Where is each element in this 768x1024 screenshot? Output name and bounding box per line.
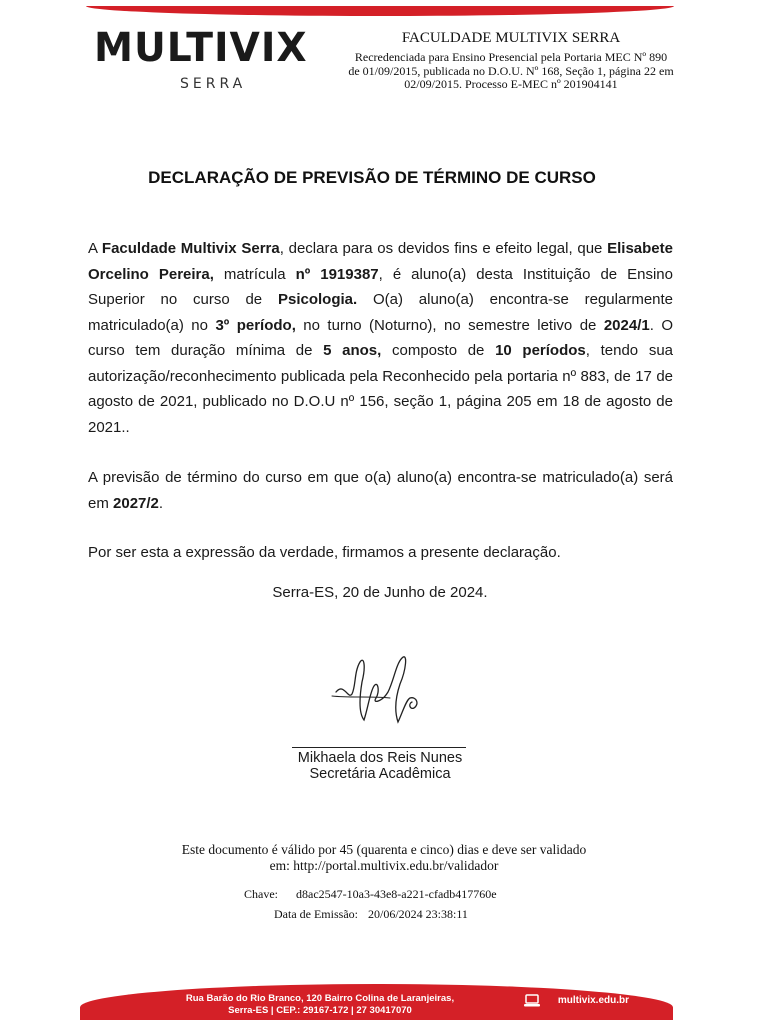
validity-notice: Este documento é válido por 45 (quarenta e cinco) dias e deve ser validado em: http://portal.multivix.edu.br/validador (181, 842, 587, 873)
text-span: A (88, 240, 102, 257)
course-duration: 5 anos, (323, 342, 382, 359)
text-span: , tendo sua autorização/reconhecimento publicada pela Reconhecido pela portaria nº 883, de 17 de agosto de 2021, publicado no D.O.U nº 156, seção 1, página 205 em 18 de agosto de 2021.. (88, 342, 673, 436)
footer-website: multivix.edu.br (557, 995, 629, 1006)
signer-block (250, 750, 510, 782)
registration-number: nº 1919387 (295, 265, 379, 283)
completion-paragraph (88, 465, 673, 516)
text-span: O(a) aluno(a) encontra-se regularmente matriculado(a) no (88, 291, 674, 334)
current-period: 3º período, (215, 316, 296, 334)
text-span: , é aluno(a) desta Instituição de Ensino Superior no curso de (88, 265, 673, 308)
key-value: d8ac2547-10a3-43e8-a221-cfadb417760e (296, 887, 497, 901)
text-span: matrícula (213, 265, 296, 283)
document-title: DECLARAÇÃO DE PREVISÃO DE TÉRMINO DE CURSO (148, 168, 596, 187)
signer-role: Secretária Acadêmica (309, 766, 451, 782)
logo-subtext: SERRA (180, 76, 247, 92)
student-name: Elisabete Orcelino Pereira, (88, 240, 673, 283)
issue-date-label: Data de Emissão: (274, 907, 358, 921)
footer-address (160, 993, 480, 1017)
laptop-icon (523, 994, 541, 1008)
semester: 2024/1 (603, 316, 650, 334)
address-line: Serra-ES | CEP.: 29167-172 | 27 30417070 (228, 1005, 412, 1016)
completion-semester: 2027/2 (113, 494, 159, 512)
multivix-logo (94, 25, 330, 104)
validation-key-row (244, 887, 497, 902)
institution-description: Recredenciada para Ensino Presencial pela Portaria MEC Nº 890 de 01/09/2015, publicada no D.O.U. Nº 168, Seção 1, página 22 em 02/09/2015. Processo E-MEC nº 201904141 (348, 50, 674, 91)
institution-name: FACULDADE MULTIVIX SERRA (401, 30, 621, 46)
signature-line (292, 747, 466, 748)
key-label: Chave: (244, 887, 278, 901)
text-span: . O curso tem duração mínima de (88, 316, 674, 359)
text-span: , declara para os devidos fins e efeito legal, que (279, 240, 608, 257)
text-span: . (158, 494, 164, 512)
header-accent-bar (86, 6, 674, 16)
handwritten-signature (330, 652, 430, 732)
text-span: composto de (381, 342, 496, 359)
text-span: A previsão de término do curso em que o(a) aluno(a) encontra-se matriculado(a) será em (88, 469, 673, 512)
issue-date-value: 20/06/2024 23:38:11 (367, 907, 468, 921)
logo-text: MULTIVIX (94, 25, 308, 71)
institution-info (348, 30, 674, 92)
course-name: Psicologia. (277, 291, 358, 308)
total-periods: 10 períodos (495, 342, 586, 359)
text-span: no turno (Noturno), no semestre letivo de (295, 316, 604, 334)
signer-name: Mikhaela dos Reis Nunes (297, 750, 463, 766)
footer-bar (80, 984, 673, 1020)
closing-paragraph: Por ser esta a expressão da verdade, firmamos a presente declaração. (88, 544, 561, 561)
institution-bold: Faculdade Multivix Serra (101, 240, 280, 257)
address-line: Rua Barão do Rio Branco, 120 Bairro Colina de Laranjeiras, (185, 993, 455, 1004)
issue-date-row (274, 907, 468, 922)
declaration-paragraph (88, 236, 673, 440)
place-date: Serra-ES, 20 de Junho de 2024. (272, 584, 488, 601)
